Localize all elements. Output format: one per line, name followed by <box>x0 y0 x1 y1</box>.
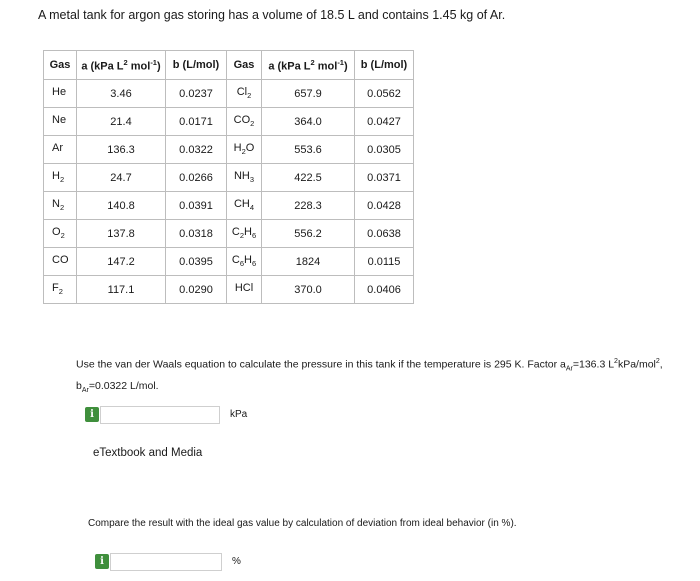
a-value: 657.9 <box>262 80 355 108</box>
table-row <box>44 192 414 220</box>
gas-name: $O_2$ <box>44 220 77 248</box>
header-b-2: b (L/mol) <box>355 51 414 80</box>
b-value: 0.0406 <box>355 276 414 304</box>
table-row <box>44 136 414 164</box>
header-gas: Gas <box>44 51 77 80</box>
info-icon[interactable]: i <box>95 554 109 569</box>
van-der-waals-constants-table <box>43 50 414 304</box>
a-value: 117.1 <box>77 276 166 304</box>
b-value: 0.0562 <box>355 80 414 108</box>
gas-name: CO <box>44 248 77 276</box>
header-gas-2: Gas <box>227 51 262 80</box>
b-value: 0.0395 <box>166 248 227 276</box>
a-value: 137.8 <box>77 220 166 248</box>
b-value: 0.0638 <box>355 220 414 248</box>
a-value: 370.0 <box>262 276 355 304</box>
table-row <box>44 248 414 276</box>
problem-statement: A metal tank for argon gas storing has a volume of 18.5 L and contains 1.45 kg of Ar. <box>38 8 506 22</box>
a-value: 364.0 <box>262 108 355 136</box>
table-row <box>44 276 414 304</box>
header-b: b (L/mol) <box>166 51 227 80</box>
question-text: Use the van der Waals equation to calculate the pressure in this tank if the temperature is 295 K. Factor $a_{Ar}=136.3$ $L^2kPa/mol^2$, $b_{Ar}=0.0322$ L/mol. <box>76 358 663 394</box>
gas-name: $CH_4$ <box>227 192 262 220</box>
a-value: 556.2 <box>262 220 355 248</box>
gas-name: $H_2O$ <box>227 136 262 164</box>
gas-name: $N_2$ <box>44 192 77 220</box>
table-row <box>44 80 414 108</box>
info-icon[interactable]: i <box>85 407 99 422</box>
deviation-answer-input[interactable] <box>110 553 222 571</box>
a-value: 228.3 <box>262 192 355 220</box>
a-value: 3.46 <box>77 80 166 108</box>
gas-name: He <box>44 80 77 108</box>
gas-name: HCl <box>227 276 262 304</box>
gas-name: $Cl_2$ <box>227 80 262 108</box>
percent-unit-label: % <box>232 556 241 567</box>
gas-name: $H_2$ <box>44 164 77 192</box>
b-value: 0.0290 <box>166 276 227 304</box>
b-value: 0.0318 <box>166 220 227 248</box>
gas-name: $CO_2$ <box>227 108 262 136</box>
b-value: 0.0266 <box>166 164 227 192</box>
b-value: 0.0237 <box>166 80 227 108</box>
table-header-row <box>44 51 414 80</box>
table-row <box>44 108 414 136</box>
table-row <box>44 164 414 192</box>
gas-name: $C_6H_6$ <box>227 248 262 276</box>
a-value: 422.5 <box>262 164 355 192</box>
header-a: a (kPa $L^2$ mol$^{-1}$) <box>77 51 166 80</box>
b-value: 0.0322 <box>166 136 227 164</box>
a-value: 24.7 <box>77 164 166 192</box>
b-value: 0.0115 <box>355 248 414 276</box>
gas-name: $C_2H_6$ <box>227 220 262 248</box>
b-value: 0.0171 <box>166 108 227 136</box>
table-row <box>44 220 414 248</box>
b-value: 0.0428 <box>355 192 414 220</box>
a-value: 140.8 <box>77 192 166 220</box>
a-value: 147.2 <box>77 248 166 276</box>
a-value: 21.4 <box>77 108 166 136</box>
pressure-answer-input[interactable] <box>100 406 220 424</box>
b-value: 0.0371 <box>355 164 414 192</box>
gas-name: Ne <box>44 108 77 136</box>
compare-question-text: Compare the result with the ideal gas value by calculation of deviation from ideal behavior (in %). <box>88 518 517 529</box>
gas-name: $F_2$ <box>44 276 77 304</box>
b-value: 0.0427 <box>355 108 414 136</box>
gas-name: Ar <box>44 136 77 164</box>
etextbook-media-link[interactable]: eTextbook and Media <box>93 447 203 459</box>
gas-name: $NH_3$ <box>227 164 262 192</box>
b-value: 0.0305 <box>355 136 414 164</box>
a-value: 136.3 <box>77 136 166 164</box>
a-value: 1824 <box>262 248 355 276</box>
header-a-2: a (kPa $L^2$ mol$^{-1}$) <box>262 51 355 80</box>
pressure-unit-label: kPa <box>230 409 248 420</box>
a-value: 553.6 <box>262 136 355 164</box>
b-value: 0.0391 <box>166 192 227 220</box>
